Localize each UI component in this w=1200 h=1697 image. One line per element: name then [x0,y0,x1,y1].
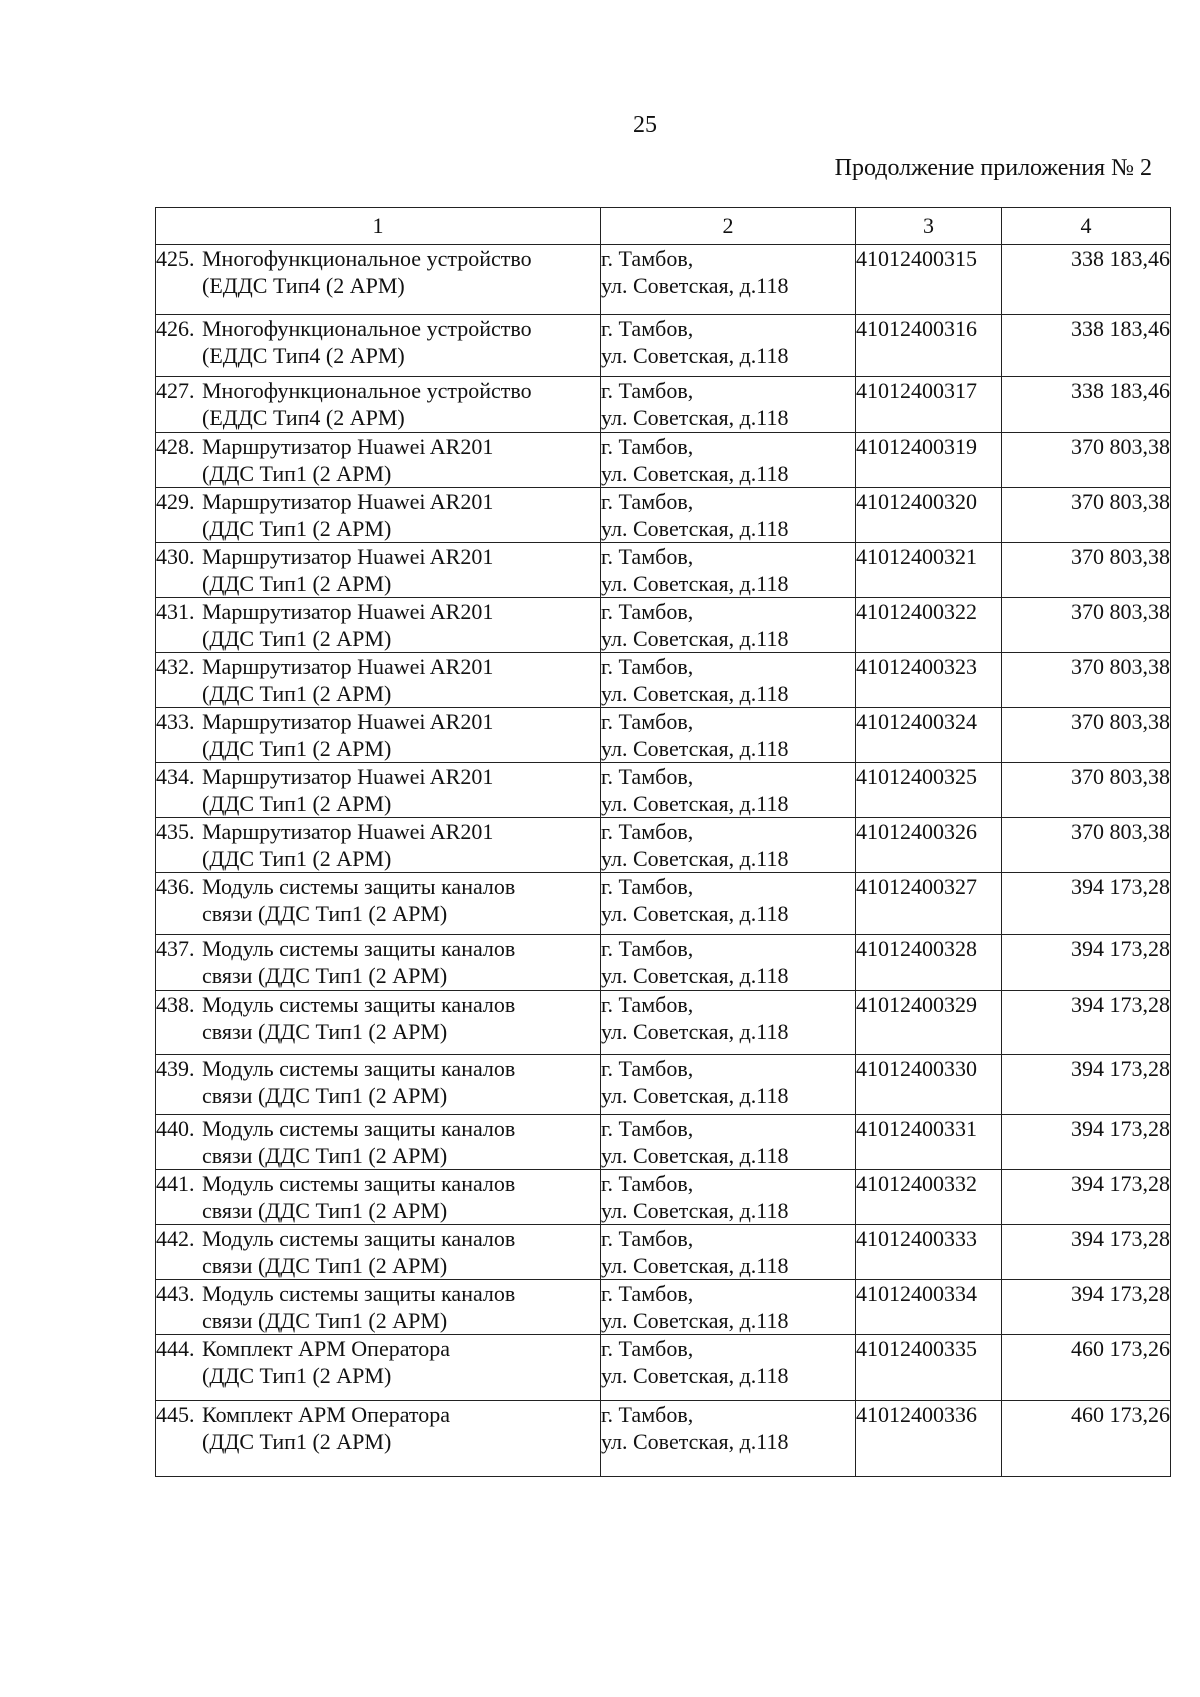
address-city: г. Тамбов, [601,489,694,514]
item-name-line [156,245,600,272]
item-name-cell [156,1225,601,1280]
table-row [156,245,1171,315]
address-street: ул. Советская, д.118 [601,461,789,486]
address-street: ул. Советская, д.118 [601,1083,789,1108]
table-row [156,1401,1171,1477]
item-name-cell [156,873,601,935]
item-name-continued: (ДДС Тип1 (2 АРМ) [202,516,392,541]
address-street: ул. Советская, д.118 [601,963,789,988]
cost-cell: 394 173,28 [1002,1115,1171,1170]
address-street: ул. Советская, д.118 [601,571,789,596]
cost-cell: 370 803,38 [1002,433,1171,488]
item-name-line [156,763,600,790]
address-street: ул. Советская, д.118 [601,273,789,298]
address-cell [601,763,856,818]
table-row [156,315,1171,377]
item-name-line [156,1335,600,1362]
address-city: г. Тамбов, [601,654,694,679]
address-cell [601,315,856,377]
address-city: г. Тамбов, [601,936,694,961]
address-city: г. Тамбов, [601,544,694,569]
item-number: 439. [156,1056,195,1081]
column-header-1: 1 [156,208,601,245]
item-name: Комплект АРМ Оператора [202,1336,451,1361]
item-name: Маршрутизатор Huawei AR201 [202,709,494,734]
item-name: Модуль системы защиты каналов [202,1116,516,1141]
item-name-cell [156,315,601,377]
item-name-line [156,1170,600,1197]
address-cell [601,653,856,708]
item-number: 434. [156,764,195,789]
item-name: Маршрутизатор Huawei AR201 [202,544,494,569]
address-cell [601,1335,856,1401]
table-row [156,935,1171,991]
item-name: Модуль системы защиты каналов [202,1226,516,1251]
cost-cell: 370 803,38 [1002,763,1171,818]
item-name: Маршрутизатор Huawei AR201 [202,434,494,459]
address-cell [601,1401,856,1477]
item-name-continued: (ЕДДС Тип4 (2 АРМ) [202,405,405,430]
item-name-cell [156,818,601,873]
inventory-number-cell: 41012400320 [856,488,1002,543]
item-name: Модуль системы защиты каналов [202,874,516,899]
address-street: ул. Советская, д.118 [601,736,789,761]
item-name-cell [156,488,601,543]
address-street: ул. Советская, д.118 [601,343,789,368]
item-name-cell [156,1055,601,1115]
item-number: 429. [156,489,195,514]
inventory-number-cell: 41012400328 [856,935,1002,991]
address-street: ул. Советская, д.118 [601,1363,789,1388]
cost-cell: 394 173,28 [1002,1280,1171,1335]
address-cell [601,935,856,991]
item-number: 444. [156,1336,195,1361]
cost-cell: 370 803,38 [1002,653,1171,708]
address-cell [601,245,856,315]
item-name-cell [156,433,601,488]
address-cell [601,818,856,873]
item-number: 427. [156,378,195,403]
cost-cell: 394 173,28 [1002,1170,1171,1225]
inventory-number-cell: 41012400321 [856,543,1002,598]
item-name: Маршрутизатор Huawei AR201 [202,489,494,514]
address-city: г. Тамбов, [601,599,694,624]
item-name: Маршрутизатор Huawei AR201 [202,819,494,844]
address-cell [601,1055,856,1115]
item-number: 433. [156,709,195,734]
column-header-2: 2 [601,208,856,245]
address-cell [601,991,856,1055]
address-cell [601,543,856,598]
item-name: Маршрутизатор Huawei AR201 [202,599,494,624]
item-name-line [156,708,600,735]
address-street: ул. Советская, д.118 [601,1253,789,1278]
table-header-row [156,208,1171,245]
item-name-continued: (ДДС Тип1 (2 АРМ) [202,681,392,706]
address-city: г. Тамбов, [601,764,694,789]
table-row [156,763,1171,818]
address-street: ул. Советская, д.118 [601,626,789,651]
address-city: г. Тамбов, [601,1116,694,1141]
item-name-line [156,598,600,625]
item-name-line [156,818,600,845]
address-city: г. Тамбов, [601,1281,694,1306]
item-name-line [156,653,600,680]
table-row [156,1115,1171,1170]
inventory-number-cell: 41012400330 [856,1055,1002,1115]
table-row [156,1335,1171,1401]
item-name: Модуль системы защиты каналов [202,1281,516,1306]
inventory-number-cell: 41012400317 [856,377,1002,433]
cost-cell: 370 803,38 [1002,708,1171,763]
item-name-continued: связи (ДДС Тип1 (2 АРМ) [202,1083,448,1108]
address-city: г. Тамбов, [601,1171,694,1196]
item-number: 428. [156,434,195,459]
item-name-line [156,1055,600,1082]
table-row [156,708,1171,763]
address-city: г. Тамбов, [601,819,694,844]
item-number: 431. [156,599,195,624]
item-name-continued: (ДДС Тип1 (2 АРМ) [202,846,392,871]
item-number: 441. [156,1171,195,1196]
address-cell [601,488,856,543]
inventory-number-cell: 41012400335 [856,1335,1002,1401]
address-street: ул. Советская, д.118 [601,405,789,430]
item-name-continued: связи (ДДС Тип1 (2 АРМ) [202,1253,448,1278]
inventory-number-cell: 41012400327 [856,873,1002,935]
address-city: г. Тамбов, [601,1336,694,1361]
address-city: г. Тамбов, [601,246,694,271]
item-number: 437. [156,936,195,961]
address-city: г. Тамбов, [601,1056,694,1081]
item-name-continued: связи (ДДС Тип1 (2 АРМ) [202,1143,448,1168]
inventory-number-cell: 41012400322 [856,598,1002,653]
table-row [156,1170,1171,1225]
table-body [156,245,1171,1477]
address-city: г. Тамбов, [601,316,694,341]
item-name-cell [156,377,601,433]
cost-cell: 394 173,28 [1002,935,1171,991]
cost-cell: 394 173,28 [1002,991,1171,1055]
page-number: 25 [633,112,657,138]
cost-cell: 370 803,38 [1002,488,1171,543]
item-name-cell [156,543,601,598]
item-name: Маршрутизатор Huawei AR201 [202,764,494,789]
table-row [156,1225,1171,1280]
address-cell [601,873,856,935]
item-name-cell [156,245,601,315]
address-street: ул. Советская, д.118 [601,1143,789,1168]
address-city: г. Тамбов, [601,874,694,899]
column-header-4: 4 [1002,208,1171,245]
item-name-cell [156,708,601,763]
item-name-line [156,1280,600,1307]
item-name-continued: связи (ДДС Тип1 (2 АРМ) [202,1308,448,1333]
address-city: г. Тамбов, [601,992,694,1017]
cost-cell: 394 173,28 [1002,1225,1171,1280]
inventory-number-cell: 41012400336 [856,1401,1002,1477]
item-name-continued: (ДДС Тип1 (2 АРМ) [202,626,392,651]
item-name-continued: связи (ДДС Тип1 (2 АРМ) [202,963,448,988]
item-name-cell [156,598,601,653]
address-street: ул. Советская, д.118 [601,1019,789,1044]
address-street: ул. Советская, д.118 [601,681,789,706]
cost-cell: 394 173,28 [1002,1055,1171,1115]
table-row [156,991,1171,1055]
cost-cell: 338 183,46 [1002,315,1171,377]
table-row [156,433,1171,488]
item-name: Многофункциональное устройство [202,378,532,403]
address-cell [601,1225,856,1280]
inventory-number-cell: 41012400329 [856,991,1002,1055]
cost-cell: 460 173,26 [1002,1401,1171,1477]
inventory-number-cell: 41012400326 [856,818,1002,873]
address-city: г. Тамбов, [601,378,694,403]
address-city: г. Тамбов, [601,434,694,459]
address-street: ул. Советская, д.118 [601,791,789,816]
item-name-line [156,433,600,460]
address-cell [601,1280,856,1335]
item-name-cell [156,1401,601,1477]
address-street: ул. Советская, д.118 [601,1308,789,1333]
address-cell [601,1115,856,1170]
item-name: Модуль системы защиты каналов [202,992,516,1017]
address-cell [601,433,856,488]
appendix-title: Продолжение приложения № 2 [834,155,1152,181]
item-name-cell [156,1115,601,1170]
table-row [156,543,1171,598]
address-city: г. Тамбов, [601,1402,694,1427]
item-name-cell [156,763,601,818]
item-name-line [156,488,600,515]
cost-cell: 370 803,38 [1002,818,1171,873]
item-name-continued: (ЕДДС Тип4 (2 АРМ) [202,273,405,298]
item-name-continued: (ДДС Тип1 (2 АРМ) [202,571,392,596]
inventory-number-cell: 41012400315 [856,245,1002,315]
cost-cell: 338 183,46 [1002,377,1171,433]
inventory-number-cell: 41012400325 [856,763,1002,818]
address-cell [601,598,856,653]
item-number: 440. [156,1116,195,1141]
item-name: Модуль системы защиты каналов [202,936,516,961]
table-row [156,818,1171,873]
inventory-number-cell: 41012400323 [856,653,1002,708]
cost-cell: 394 173,28 [1002,873,1171,935]
item-name: Модуль системы защиты каналов [202,1056,516,1081]
table-row [156,488,1171,543]
item-name-cell [156,1170,601,1225]
inventory-number-cell: 41012400334 [856,1280,1002,1335]
address-cell [601,1170,856,1225]
item-number: 442. [156,1226,195,1251]
address-city: г. Тамбов, [601,709,694,734]
address-street: ул. Советская, д.118 [601,1198,789,1223]
item-name: Модуль системы защиты каналов [202,1171,516,1196]
item-name-line [156,1401,600,1428]
item-name-cell [156,935,601,991]
item-name-line [156,1225,600,1252]
table-row [156,873,1171,935]
item-number: 436. [156,874,195,899]
inventory-number-cell: 41012400316 [856,315,1002,377]
item-name-continued: (ДДС Тип1 (2 АРМ) [202,1363,392,1388]
item-name: Многофункциональное устройство [202,316,532,341]
item-number: 430. [156,544,195,569]
address-street: ул. Советская, д.118 [601,846,789,871]
item-name: Многофункциональное устройство [202,246,532,271]
item-name-continued: связи (ДДС Тип1 (2 АРМ) [202,1019,448,1044]
item-name-cell [156,653,601,708]
inventory-number-cell: 41012400319 [856,433,1002,488]
item-number: 443. [156,1281,195,1306]
item-name-continued: (ДДС Тип1 (2 АРМ) [202,736,392,761]
assets-table [155,207,1171,1477]
item-number: 435. [156,819,195,844]
item-name-line [156,543,600,570]
address-city: г. Тамбов, [601,1226,694,1251]
item-name-cell [156,991,601,1055]
item-name-continued: связи (ДДС Тип1 (2 АРМ) [202,1198,448,1223]
address-street: ул. Советская, д.118 [601,516,789,541]
address-street: ул. Советская, д.118 [601,1429,789,1454]
table-row [156,1280,1171,1335]
inventory-number-cell: 41012400324 [856,708,1002,763]
table-row [156,1055,1171,1115]
item-name-line [156,873,600,900]
item-name-line [156,315,600,342]
item-name-line [156,991,600,1018]
item-number: 438. [156,992,195,1017]
item-name-cell [156,1280,601,1335]
inventory-number-cell: 41012400331 [856,1115,1002,1170]
inventory-number-cell: 41012400332 [856,1170,1002,1225]
item-name-line [156,935,600,962]
cost-cell: 338 183,46 [1002,245,1171,315]
item-name-continued: (ЕДДС Тип4 (2 АРМ) [202,343,405,368]
item-name-continued: (ДДС Тип1 (2 АРМ) [202,461,392,486]
address-cell [601,708,856,763]
inventory-number-cell: 41012400333 [856,1225,1002,1280]
cost-cell: 460 173,26 [1002,1335,1171,1401]
item-name: Маршрутизатор Huawei AR201 [202,654,494,679]
item-number: 445. [156,1402,195,1427]
cost-cell: 370 803,38 [1002,598,1171,653]
address-cell [601,377,856,433]
item-name: Комплект АРМ Оператора [202,1402,451,1427]
address-street: ул. Советская, д.118 [601,901,789,926]
table-row [156,598,1171,653]
cost-cell: 370 803,38 [1002,543,1171,598]
column-header-3: 3 [856,208,1002,245]
table-row [156,653,1171,708]
item-name-continued: связи (ДДС Тип1 (2 АРМ) [202,901,448,926]
table-row [156,377,1171,433]
item-name-cell [156,1335,601,1401]
item-name-continued: (ДДС Тип1 (2 АРМ) [202,791,392,816]
item-number: 426. [156,316,195,341]
item-name-line [156,1115,600,1142]
item-name-continued: (ДДС Тип1 (2 АРМ) [202,1429,392,1454]
item-number: 425. [156,246,195,271]
item-number: 432. [156,654,195,679]
item-name-line [156,377,600,404]
